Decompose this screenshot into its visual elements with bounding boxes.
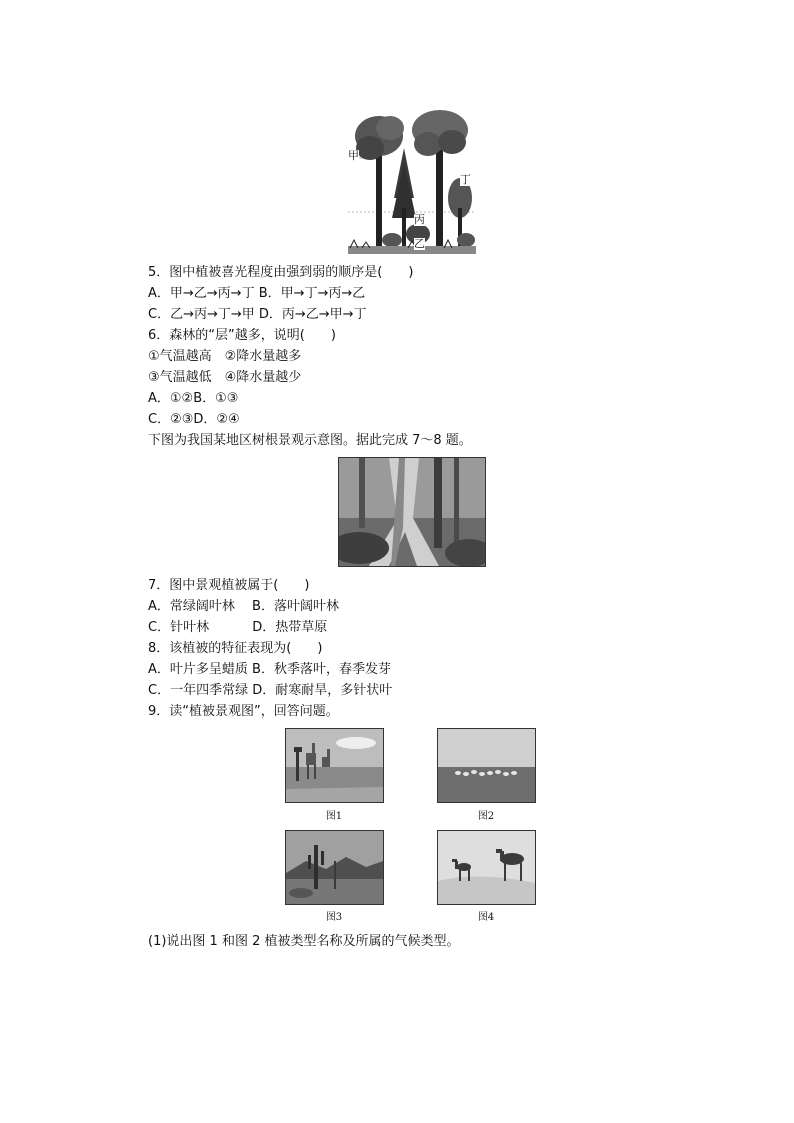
caption-figure-4: 图4 [477,912,495,923]
q5-options-cd: C．乙→丙→丁→甲 D．丙→乙→甲→丁 [148,307,367,322]
q5-stem: 5．图中植被喜光程度由强到弱的顺序是( ) [148,265,414,280]
caption-figure-2: 图2 [477,811,495,822]
q6-options-ab: A．①②B．①③ [148,391,239,406]
label-jia: 甲 [348,149,359,162]
q7-options-ab: A．常绿阔叶林 B．落叶阔叶林 [148,599,339,614]
label-bing: 丙 [414,213,425,226]
q6-options-cd: C．②③D．②④ [148,412,240,427]
caption-figure-3: 图3 [325,912,343,923]
tree-root-photo [338,457,486,567]
label-yi: 乙 [414,237,425,250]
photo-3-desert-cactus [285,830,384,905]
q6-items-34: ③气温越低 ④降水量越少 [148,370,302,385]
label-ding: 丁 [460,173,471,186]
q9-subquestion-1: (1)说出图 1 和图 2 植被类型名称及所属的气候类型。 [148,934,460,949]
forest-layer-drawing [348,108,476,254]
q6-items-12: ①气温越高 ②降水量越多 [148,349,302,364]
intro-q7-8: 下图为我国某地区树根景观示意图。据此完成 7～8 题。 [148,433,472,448]
caption-figure-1: 图1 [325,811,343,822]
photo-2-grassland [437,728,536,803]
q9-stem: 9．读“植被景观图”，回答问题。 [148,704,339,719]
q8-stem: 8．该植被的特征表现为( ) [148,641,323,656]
q5-options-ab: A．甲→乙→丙→丁 B．甲→丁→丙→乙 [148,286,366,301]
q6-stem: 6．森林的“层”越多，说明( ) [148,328,336,343]
photo-4-desert-camel [437,830,536,905]
q7-stem: 7．图中景观植被属于( ) [148,578,310,593]
forest-layer-figure [348,108,476,254]
q7-options-cd: C．针叶林 D．热带草原 [148,620,328,635]
q8-options-cd: C．一年四季常绿 D．耐寒耐旱，多针状叶 [148,683,393,698]
photo-1-savanna [285,728,384,803]
q8-options-ab: A．叶片多呈蜡质 B．秋季落叶，春季发芽 [148,662,391,677]
